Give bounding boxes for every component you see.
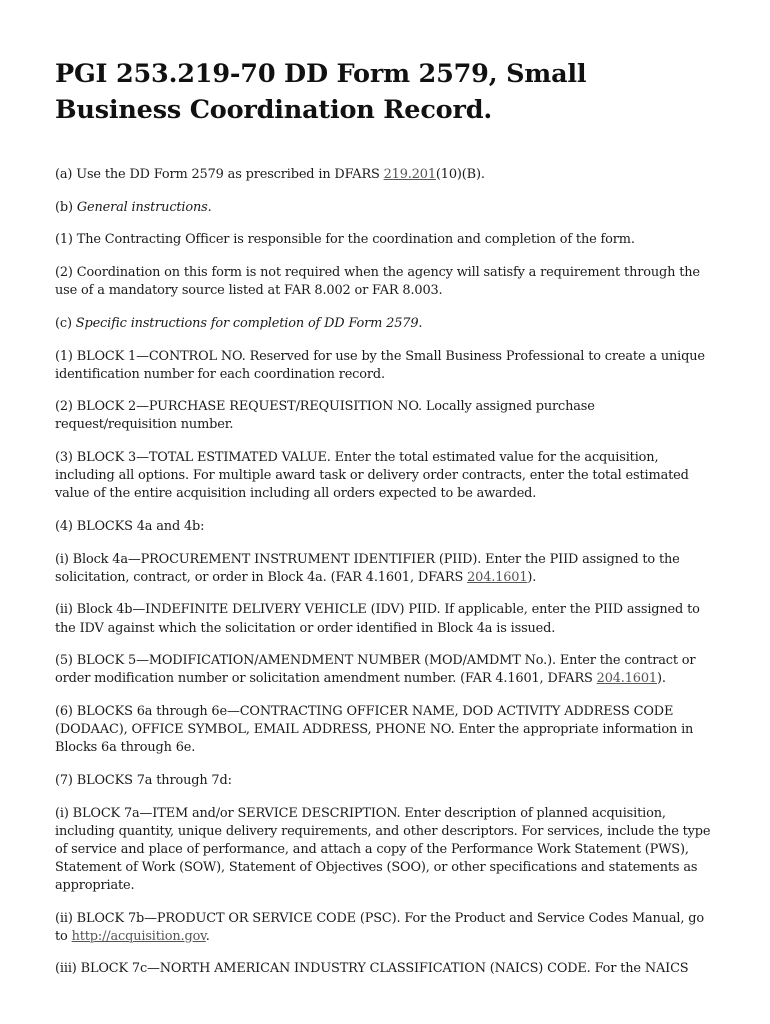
paragraph-text: (i) Block 4a—PROCUREMENT INSTRUMENT IDENTIFIER (PIID). Enter the PIID assigned to the solicitation, contract, or order in Block 4a. (FAR 4.1601, DFARS (55, 551, 680, 585)
section-heading-specific-instructions: Specific instructions for completion of DD Form 2579 (75, 315, 419, 331)
paragraph-c7: (7) BLOCKS 7a through 7d: (55, 772, 232, 788)
paragraph-b1: (1) The Contracting Officer is responsible for the coordination and completion of the form. (55, 232, 635, 248)
paragraph-c1: (1) BLOCK 1—CONTROL NO. Reserved for use by the Small Business Professional to create a unique identification number for each coordination record. (55, 348, 705, 382)
paragraph-c6: (6) BLOCKS 6a through 6e—CONTRACTING OFFICER NAME, DOD ACTIVITY ADDRESS CODE (DODAAC), OFFICE SYMBOL, EMAIL ADDRESS, PHONE NO. Enter the appropriate information in Blocks 6a through 6e. (55, 704, 694, 756)
paragraph-text: (ii) BLOCK 7b—PRODUCT OR SERVICE CODE (PSC). For the Product and Service Codes Manual, go to (55, 910, 704, 944)
paragraph-a (55, 166, 717, 184)
paragraph-b2: (2) Coordination on this form is not required when the agency will satisfy a requirement through the use of a mandatory source listed at FAR 8.002 or FAR 8.003. (55, 265, 700, 299)
paragraph-c7iii: (iii) BLOCK 7c—NORTH AMERICAN INDUSTRY CLASSIFICATION (NAICS) CODE. For the NAICS (55, 961, 689, 977)
paragraph-c4ii: (ii) Block 4b—INDEFINITE DELIVERY VEHICLE (IDV) PIID. If applicable, enter the PIID assigned to the IDV against which the solicitation or order identified in Block 4a is issued. (55, 602, 700, 636)
paragraph-text: ). (527, 569, 537, 585)
paragraph-c7ii (55, 910, 717, 946)
dfars-204-1601-link[interactable]: 204.1601 (596, 671, 657, 687)
paragraph-text: . (205, 928, 210, 944)
paragraph-c5 (55, 652, 717, 688)
paragraph-c2: (2) BLOCK 2—PURCHASE REQUEST/REQUISITION NO. Locally assigned purchase request/requisition number. (55, 399, 595, 433)
paragraph-c (55, 315, 717, 333)
paragraph-suffix: . (207, 199, 212, 215)
paragraph-text: ). (656, 671, 666, 687)
paragraph-b (55, 199, 717, 217)
acquisition-gov-link[interactable]: http://acquisition.gov (71, 928, 206, 944)
paragraph-prefix: (b) (55, 199, 77, 215)
paragraph-c7i: (i) BLOCK 7a—ITEM and/or SERVICE DESCRIPTION. Enter description of planned acquisition, including quantity, unique delivery requirements, and other descriptors. For services, include the type of service and place of performance, and attach a copy of the Performance Work Statement (PWS), Statement of Work (SOW), Statement of Objectives (SOO), or other specifications and statements as appropriate. (55, 805, 711, 893)
paragraph-c4i (55, 551, 717, 587)
paragraph-text: (a) Use the DD Form 2579 as prescribed in DFARS (55, 167, 384, 182)
document-page (55, 56, 717, 993)
page-title: PGI 253.219-70 DD Form 2579, Small Business Coordination Record. (55, 59, 587, 125)
paragraph-c4: (4) BLOCKS 4a and 4b: (55, 518, 205, 534)
paragraph-c3: (3) BLOCK 3—TOTAL ESTIMATED VALUE. Enter the total estimated value for the acquisition, including all options. For multiple award task or delivery order contracts, enter the total estimated value of the entire acquisition including all orders expected to be awarded. (55, 450, 689, 502)
dfars-204-1601-link[interactable]: 204.1601 (467, 569, 528, 585)
paragraph-suffix: . (418, 315, 423, 331)
paragraph-prefix: (c) (55, 315, 76, 331)
dfars-219-201-link[interactable]: 219.201 (383, 167, 436, 182)
section-heading-general-instructions: General instructions (76, 199, 208, 215)
paragraph-text: (5) BLOCK 5—MODIFICATION/AMENDMENT NUMBER (MOD/AMDMT No.). Enter the contract or order modification number or solicitation amendment number. (FAR 4.1601, DFARS (55, 653, 696, 687)
paragraph-text: (10)(B). (435, 167, 485, 182)
